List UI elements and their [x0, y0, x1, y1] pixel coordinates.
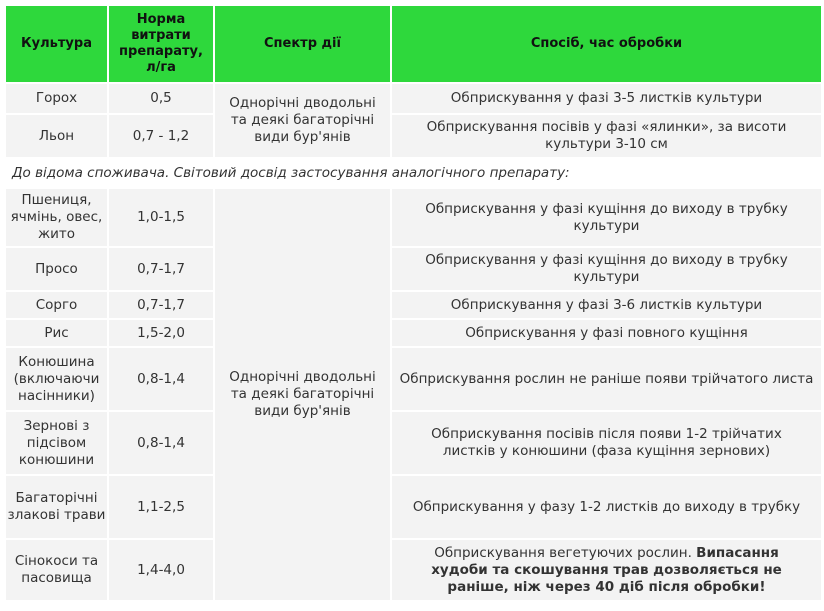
method-cell: Обприскування у фазі 3-6 листків культури	[392, 292, 821, 318]
method-cell: Обприскування у фазі кущіння до виходу в трубку культури	[392, 248, 821, 290]
method-cell: Обприскування у фазі кущіння до виходу в трубку культури	[392, 189, 821, 246]
table-row	[6, 540, 821, 600]
method-warning: Випасання худоби та скошування трав дозволяється не раніше, ніж через 40 діб після обробки!	[431, 544, 782, 595]
header-rate: Норма витрати препарату, л/га	[109, 6, 213, 82]
header-method: Спосіб, час обробки	[392, 6, 821, 82]
spectrum-cell: Однорічні дводольні та деякі багаторічні види бур'янів	[215, 84, 390, 157]
crop-cell: Сінокоси та пасовища	[6, 540, 107, 600]
rate-cell: 0,5	[109, 84, 213, 113]
crop-cell: Сорго	[6, 292, 107, 318]
table-row	[6, 84, 821, 113]
method-text: Обприскування вегетуючих рослин.	[434, 544, 692, 561]
rate-cell: 1,0-1,5	[109, 189, 213, 246]
rate-cell: 1,1-2,5	[109, 476, 213, 538]
method-cell	[392, 540, 821, 600]
table-row	[6, 412, 821, 474]
consumer-note-row	[6, 159, 821, 187]
consumer-note: До відома споживача. Світовий досвід застосування аналогічного препарату:	[6, 159, 821, 187]
method-cell: Обприскування у фазу 1-2 листків до виходу в трубку	[392, 476, 821, 538]
method-cell: Обприскування у фазі повного кущіння	[392, 320, 821, 346]
table-row	[6, 189, 821, 246]
table-row	[6, 348, 821, 410]
table-row	[6, 476, 821, 538]
rate-cell: 0,8-1,4	[109, 412, 213, 474]
crop-cell: Горох	[6, 84, 107, 113]
rate-cell: 0,7-1,7	[109, 248, 213, 290]
crop-cell: Конюшина (включаючи насінники)	[6, 348, 107, 410]
crop-cell: Пшениця, ячмінь, овес, жито	[6, 189, 107, 246]
table-row	[6, 292, 821, 318]
rate-cell: 1,4-4,0	[109, 540, 213, 600]
crop-cell: Рис	[6, 320, 107, 346]
crop-cell: Зернові з підсівом конюшини	[6, 412, 107, 474]
method-cell: Обприскування посівів після появи 1-2 трійчатих листків у конюшини (фаза кущіння зернових)	[392, 412, 821, 474]
herbicide-usage-table	[4, 4, 823, 602]
header-spectrum: Спектр дії	[215, 6, 390, 82]
table-row	[6, 248, 821, 290]
table-row	[6, 115, 821, 157]
table-row	[6, 320, 821, 346]
rate-cell: 1,5-2,0	[109, 320, 213, 346]
crop-cell: Льон	[6, 115, 107, 157]
herbicide-table-container	[4, 4, 821, 602]
rate-cell: 0,7 - 1,2	[109, 115, 213, 157]
header-crop: Культура	[6, 6, 107, 82]
method-cell: Обприскування у фазі 3-5 листків культури	[392, 84, 821, 113]
table-header-row	[6, 6, 821, 82]
spectrum-cell: Однорічні дводольні та деякі багаторічні види бур'янів	[215, 189, 390, 600]
rate-cell: 0,7-1,7	[109, 292, 213, 318]
method-cell: Обприскування рослин не раніше появи трійчатого листа	[392, 348, 821, 410]
crop-cell: Багаторічні злакові трави	[6, 476, 107, 538]
crop-cell: Просо	[6, 248, 107, 290]
method-cell: Обприскування посівів у фазі «ялинки», за висоти культури 3-10 см	[392, 115, 821, 157]
rate-cell: 0,8-1,4	[109, 348, 213, 410]
